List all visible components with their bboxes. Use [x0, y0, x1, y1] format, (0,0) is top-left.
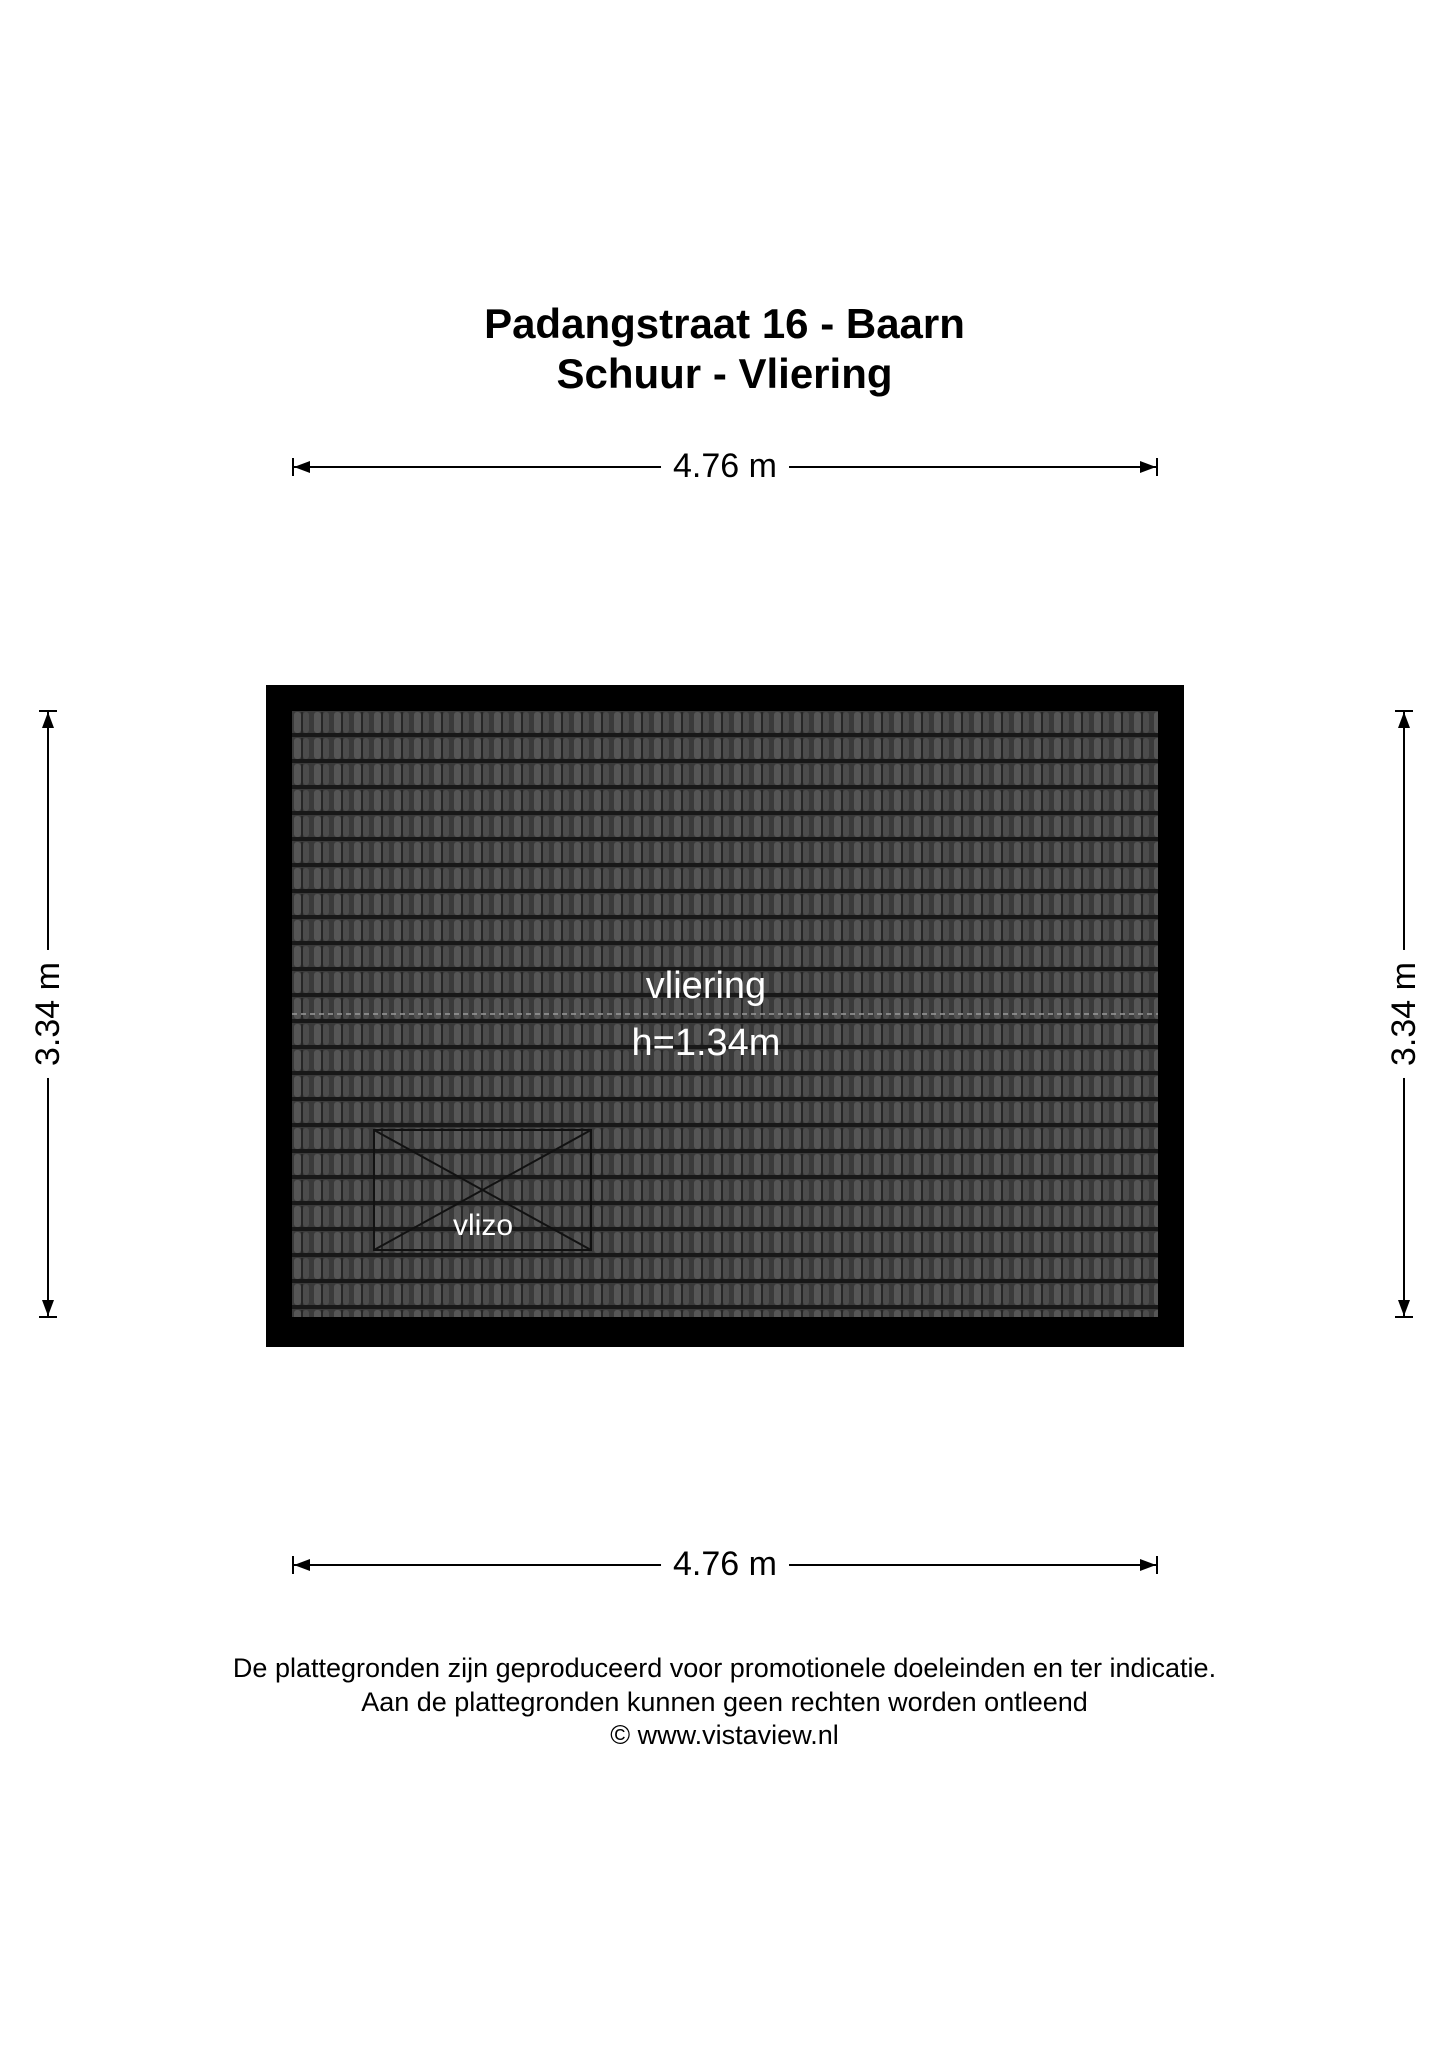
right-height-label: 3.34 m	[1384, 950, 1424, 1078]
arrow-left-icon	[294, 461, 310, 473]
arrow-down-icon	[42, 1300, 54, 1316]
disclaimer-line-2: Aan de plattegronden kunnen geen rechten worden ontleend	[361, 1687, 1088, 1717]
arrow-left-icon	[294, 1559, 310, 1571]
top-width-label: 4.76 m	[661, 446, 789, 486]
hatch-label: vlizo	[452, 1209, 514, 1242]
right-height-dimension	[1385, 710, 1423, 1318]
arrow-right-icon	[1140, 1559, 1156, 1571]
arrow-right-icon	[1140, 461, 1156, 473]
arrow-down-icon	[1398, 1300, 1410, 1316]
bottom-width-label: 4.76 m	[661, 1544, 789, 1584]
copyright-line: © www.vistaview.nl	[610, 1720, 839, 1750]
arrow-up-icon	[1398, 712, 1410, 728]
left-height-dimension	[29, 710, 67, 1318]
disclaimer-line-1: De plattegronden zijn geproduceerd voor promotionele doeleinden en ter indicatie.	[232, 1653, 1217, 1683]
room-height-label: h=1.34m	[631, 1022, 781, 1064]
arrow-up-icon	[42, 712, 54, 728]
room-name-label: vliering	[645, 965, 767, 1007]
top-width-dimension	[292, 447, 1158, 485]
left-height-label: 3.34 m	[28, 950, 68, 1078]
bottom-width-dimension	[292, 1545, 1158, 1583]
floor-plan	[266, 685, 1184, 1347]
plan-title: Padangstraat 16 - Baarn	[484, 300, 965, 347]
plan-subtitle: Schuur - Vliering	[556, 350, 893, 397]
